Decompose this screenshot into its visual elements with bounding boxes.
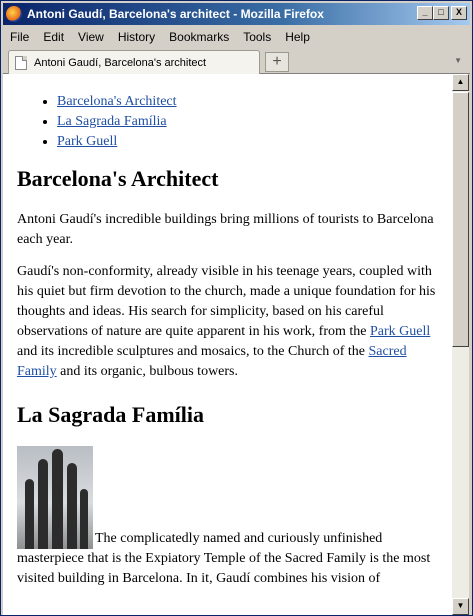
toc-link-park-guell[interactable]: Park Guell	[57, 134, 118, 149]
toc-list	[41, 92, 436, 152]
paragraph-nonconformity	[17, 262, 436, 382]
link-sacred-family[interactable]: Sacred Family	[17, 344, 407, 379]
menu-history[interactable]: History	[117, 30, 156, 44]
page-content	[3, 74, 452, 589]
menu-bar	[3, 27, 470, 47]
list-item	[57, 132, 436, 152]
heading-barcelonas-architect: Barcelona's Architect	[17, 166, 219, 191]
paragraph-text: and its incredible sculptures and mosaics, to the Church of the	[17, 344, 369, 359]
window-controls	[417, 6, 467, 20]
window-title: Antoni Gaudí, Barcelona's architect - Mozilla Firefox	[27, 7, 324, 21]
minimize-button[interactable]: _	[417, 6, 433, 20]
paragraph-text: Gaudí's non-conformity, already visible in his teenage years, coupled with his quiet but firm devotion to the church, made a unique foundation for his thoughts and ideas. His search for simplicity, based on his careful observations of nature are quite apparent in his work, from the	[17, 264, 436, 339]
firefox-icon	[6, 6, 22, 22]
title-bar[interactable]	[3, 3, 470, 25]
sagrada-familia-photo	[17, 446, 93, 549]
paragraph-text: and its organic, bulbous towers.	[56, 364, 239, 379]
vertical-scrollbar[interactable]	[452, 74, 469, 615]
list-item	[57, 92, 436, 112]
toc-link-sagrada-familia[interactable]: La Sagrada Família	[57, 114, 167, 129]
page-viewport[interactable]	[3, 74, 452, 615]
menu-bookmarks[interactable]: Bookmarks	[169, 30, 230, 44]
menu-tools[interactable]: Tools	[243, 30, 272, 44]
paragraph-text: The complicatedly named and curiously unfinished masterpiece that is the Expiatory Temple of the Sacred Family is the most visited building in Barcelona. In it, Gaudí combines his vision of	[17, 531, 431, 586]
tab-active[interactable]	[8, 50, 260, 74]
menu-edit[interactable]: Edit	[43, 30, 65, 44]
close-button[interactable]: X	[451, 6, 467, 20]
page-icon	[15, 56, 27, 70]
menu-view[interactable]: View	[78, 30, 104, 44]
toc-link-barcelonas-architect[interactable]: Barcelona's Architect	[57, 94, 177, 109]
new-tab-button[interactable]: +	[265, 52, 289, 72]
tab-label: Antoni Gaudí, Barcelona's architect	[34, 56, 207, 69]
link-park-guell[interactable]: Park Guell	[370, 324, 431, 339]
menu-file[interactable]: File	[10, 30, 30, 44]
paragraph-sagrada	[17, 446, 436, 589]
paragraph-intro: Antoni Gaudí's incredible buildings bring millions of tourists to Barcelona each year.	[17, 212, 434, 247]
menu-help[interactable]: Help	[285, 30, 310, 44]
tab-strip	[3, 48, 470, 74]
heading-sagrada-familia: La Sagrada Família	[17, 402, 205, 427]
scroll-down-button[interactable]: ▼	[452, 598, 469, 615]
scroll-thumb[interactable]	[452, 92, 469, 347]
list-item	[57, 112, 436, 132]
tab-list-chevron-down-icon[interactable]: ▼	[454, 56, 462, 65]
maximize-button[interactable]: □	[433, 6, 449, 20]
scroll-up-button[interactable]: ▲	[452, 74, 469, 91]
